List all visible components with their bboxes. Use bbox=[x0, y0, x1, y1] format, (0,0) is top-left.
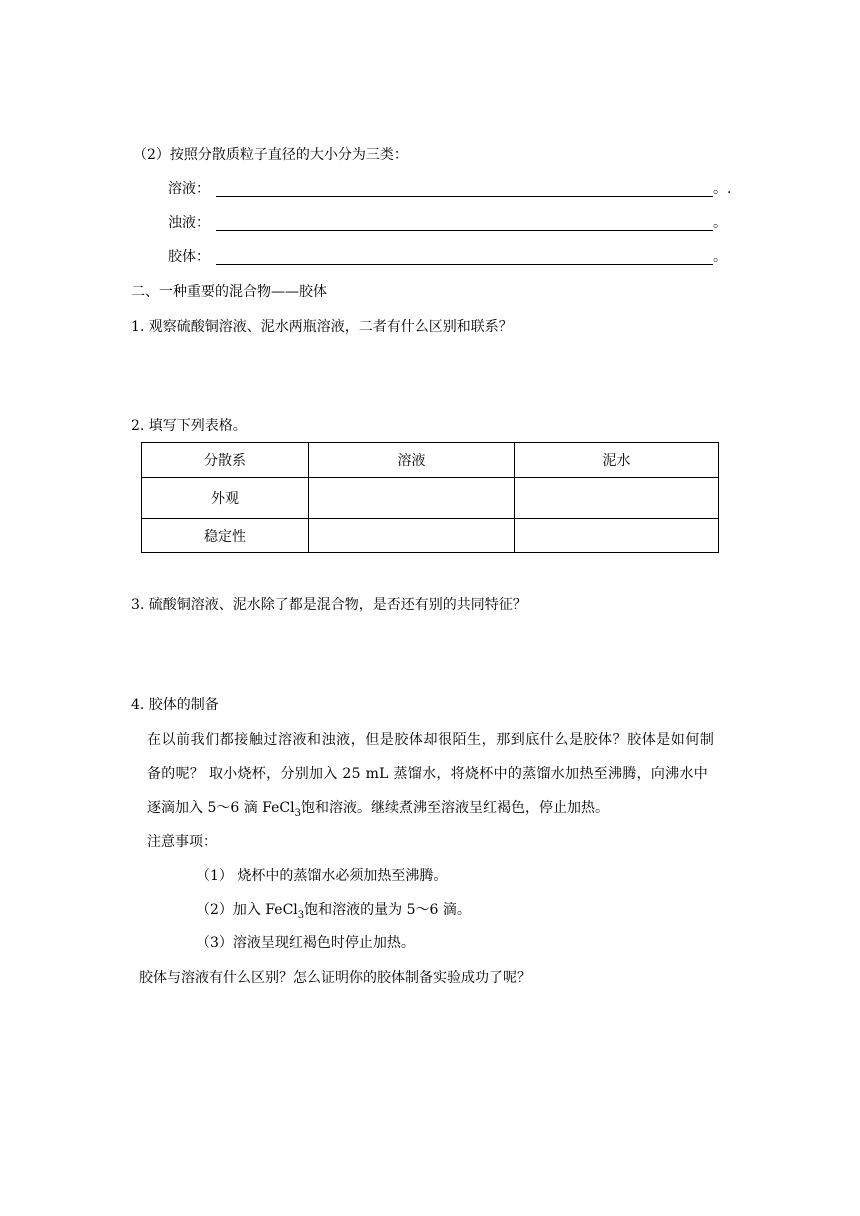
table-cell[interactable] bbox=[515, 519, 719, 553]
question-4-heading: 4. 胶体的制备 bbox=[131, 697, 219, 713]
answer-line-solution[interactable] bbox=[216, 196, 713, 197]
note-2 bbox=[196, 901, 471, 919]
note-1: （1） 烧杯中的蒸馏水必须加热至沸腾。 bbox=[196, 868, 448, 884]
table-cell[interactable] bbox=[309, 519, 515, 553]
question-2: 2. 填写下列表格。 bbox=[131, 418, 247, 434]
blank-label-suspension: 浊液： bbox=[168, 215, 210, 231]
table-row-label: 外观 bbox=[142, 478, 309, 519]
paragraph-line-1: 在以前我们都接触过溶液和浊液，但是胶体却很陌生，那到底什么是胶体？胶体是如何制 bbox=[147, 732, 715, 748]
section-q2-text: （2）按照分散质粒子直径的大小分为三类： bbox=[133, 147, 408, 163]
table-row bbox=[142, 519, 719, 553]
question-1: 1. 观察硫酸铜溶液、泥水两瓶溶液，二者有什么区别和联系？ bbox=[131, 319, 513, 335]
dispersion-table bbox=[141, 442, 719, 553]
table-header-cell: 溶液 bbox=[309, 443, 515, 478]
table-row-label: 稳定性 bbox=[142, 519, 309, 553]
notes-title: 注意事项： bbox=[147, 834, 217, 850]
subscript-3: 3 bbox=[297, 909, 305, 921]
blank-period-colloid: 。 bbox=[713, 249, 727, 265]
blank-period-suspension: 。 bbox=[713, 215, 727, 231]
section2-heading: 二、一种重要的混合物——胶体 bbox=[131, 284, 327, 300]
note-2-part-a: （2）加入 FeCl bbox=[196, 902, 298, 918]
blank-label-colloid: 胶体： bbox=[168, 249, 210, 265]
answer-line-suspension[interactable] bbox=[216, 230, 713, 231]
subscript-3: 3 bbox=[294, 807, 301, 819]
note-2-part-b: 饱和溶液的量为 5～6 滴。 bbox=[304, 902, 471, 918]
note-3: （3）溶液呈现红褐色时停止加热。 bbox=[196, 935, 415, 951]
table-cell[interactable] bbox=[309, 478, 515, 519]
answer-line-colloid[interactable] bbox=[216, 264, 713, 265]
blank-label-solution: 溶液： bbox=[168, 181, 210, 197]
table-header-row bbox=[142, 443, 719, 478]
table-header-cell: 分散系 bbox=[142, 443, 309, 478]
question-3: 3. 硫酸铜溶液、泥水除了都是混合物，是否还有别的共同特征？ bbox=[131, 597, 527, 613]
paragraph-line-2: 备的呢？ 取小烧杯，分别加入 25 mL 蒸馏水，将烧杯中的蒸馏水加热至沸腾，向沸水中 bbox=[147, 766, 709, 782]
table-header-cell: 泥水 bbox=[515, 443, 719, 478]
paragraph-line-3-part-a: 逐滴加入 5～6 滴 FeCl bbox=[147, 800, 295, 816]
paragraph-line-3-part-b: 饱和溶液。继续煮沸至溶液呈红褐色，停止加热。 bbox=[300, 800, 609, 816]
table-row bbox=[142, 478, 719, 519]
paragraph-line-3 bbox=[147, 799, 609, 817]
table-cell[interactable] bbox=[515, 478, 719, 519]
blank-period-solution: 。. bbox=[713, 181, 732, 197]
final-question: 胶体与溶液有什么区别？怎么证明你的胶体制备实验成功了呢？ bbox=[139, 970, 531, 986]
